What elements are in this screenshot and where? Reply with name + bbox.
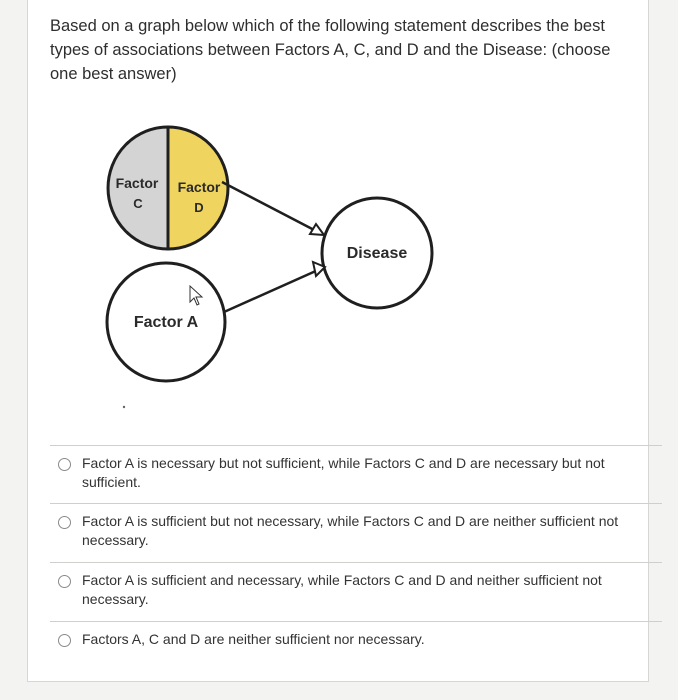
radio-button-1[interactable] xyxy=(58,458,71,471)
question-text: Based on a graph below which of the following statement describes the best types of associations between Factors A, C, and D and the Disease: (choose one best answer) xyxy=(50,17,611,83)
answer-option-2-text: Factor A is sufficient but not necessary, while Factors C and D are neither sufficient not necessary. xyxy=(82,513,619,548)
arrow-a-to-disease xyxy=(224,270,318,312)
answer-option-1-text: Factor A is necessary but not sufficient, while Factors C and D are necessary but not sufficient. xyxy=(82,455,605,490)
answer-option-3-text: Factor A is sufficient and necessary, while Factors C and D and neither sufficient not necessary. xyxy=(82,572,602,607)
factor-c-label-2: C xyxy=(133,196,143,211)
disease-label: Disease xyxy=(346,245,408,262)
radio-button-4[interactable] xyxy=(58,634,71,647)
option-divider xyxy=(50,445,662,446)
factor-c-label-1: Factor xyxy=(115,175,159,191)
radio-button-2[interactable] xyxy=(58,516,71,529)
option-divider xyxy=(50,562,662,563)
factor-d-label-2: D xyxy=(194,200,204,215)
arrow-cd-to-disease xyxy=(222,182,318,232)
answer-option-4[interactable] xyxy=(50,630,630,649)
answer-option-1[interactable] xyxy=(50,454,630,492)
stray-dot xyxy=(123,406,125,408)
factor-d-label-1: Factor xyxy=(177,179,221,195)
factor-a-label: Factor A xyxy=(133,314,199,331)
arrowhead-cd-icon xyxy=(310,224,324,235)
answer-option-3[interactable] xyxy=(50,571,630,609)
answer-option-2[interactable] xyxy=(50,512,630,550)
radio-button-3[interactable] xyxy=(58,575,71,588)
option-divider xyxy=(50,503,662,504)
answer-option-4-text: Factors A, C and D are neither sufficient nor necessary. xyxy=(82,631,425,647)
option-divider xyxy=(50,621,662,622)
